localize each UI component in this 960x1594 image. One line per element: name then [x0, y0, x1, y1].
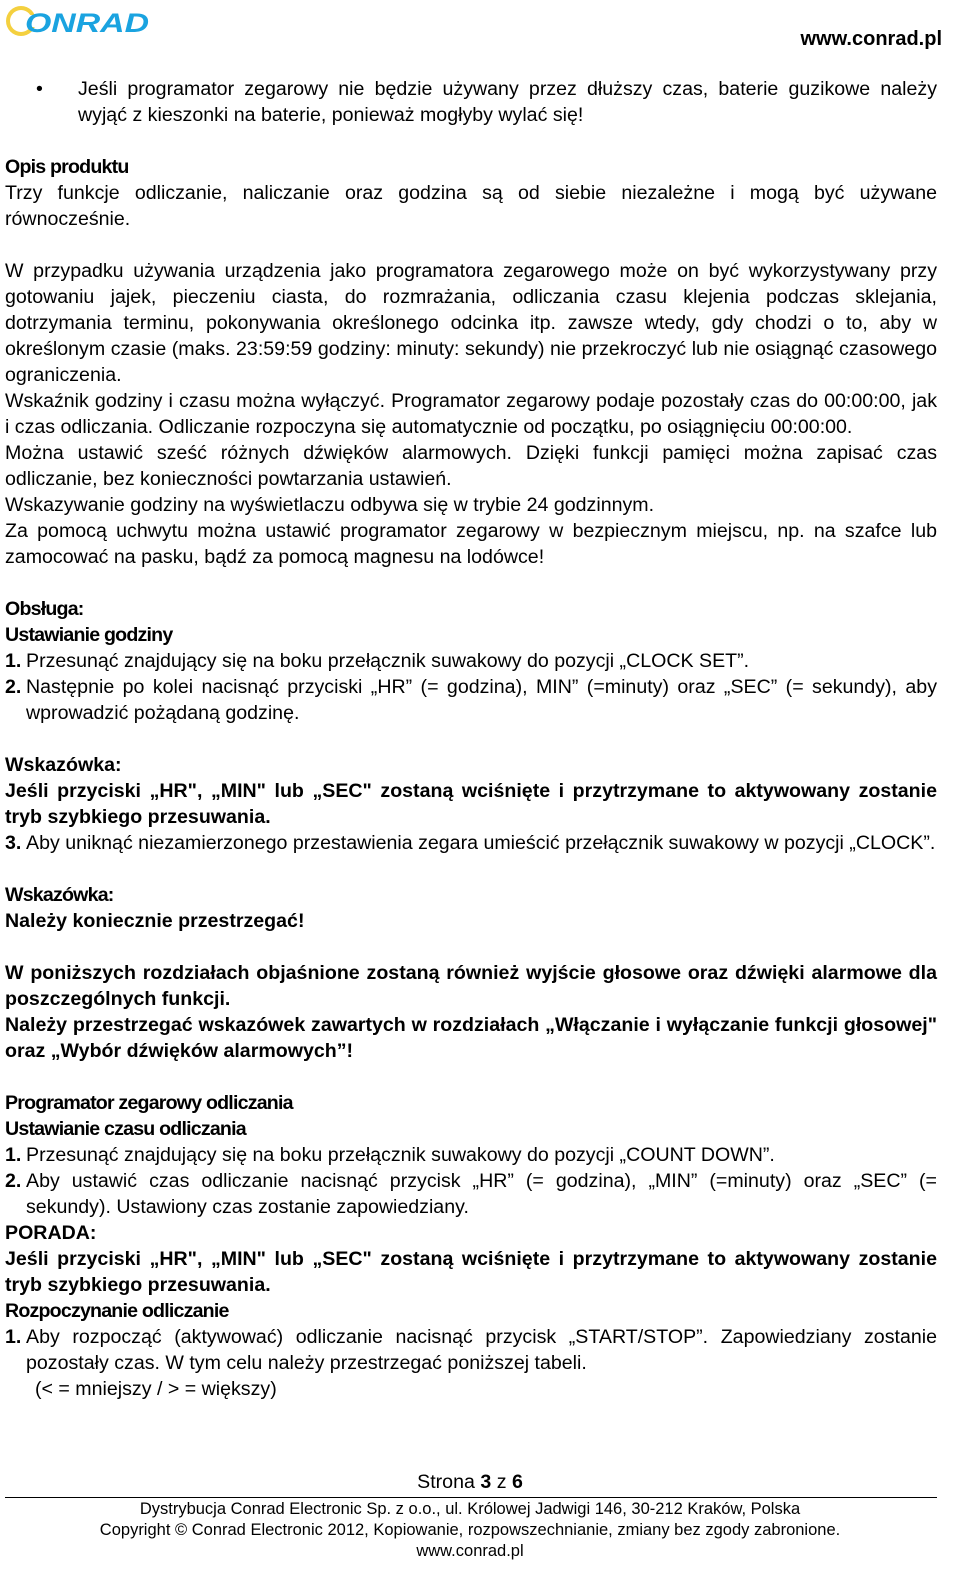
- paragraph: Wskaźnik godziny i czasu można wyłączyć. Programator zegarowy podaje pozostały czas do 00:00:00, jak i czas odliczania. Odliczanie rozpoczyna się automatycznie od początku, po osiągnięciu 00:00:00.: [5, 390, 937, 438]
- document-body: [5, 76, 937, 1402]
- footer-distribution: Dystrybucja Conrad Electronic Sp. z o.o., ul. Królowej Jadwigi 146, 30-212 Kraków, Polska: [139, 1500, 801, 1518]
- numbered-step: 2. Następnie po kolei nacisnąć przyciski „HR” (= godzina), MIN” (=minuty) oraz „SEC” (= sekundy), aby wprowadzić pożądaną godzinę.: [5, 676, 937, 724]
- section-heading-opis: Opis produktu: [5, 156, 129, 178]
- paragraph: W przypadku używania urządzenia jako programatora zegarowego może on być wykorzystywany przy gotowaniu jajek, pieczeniu ciasta, do rozmrażania, odliczania czasu klejenia podczas sklejania, dotrzymania terminu, pokonywania określonego odcinka itp. zawsze wtedy, gdy chodzi o to, aby w określonym czasie (maks. 23:59:59 godziny: minuty: sekundy) nie przekroczyć lub nie osiągnąć czasowego ograniczenia.: [5, 260, 937, 386]
- numbered-step: 2. Aby ustawić czas odliczanie nacisnąć przycisk „HR” (= godzina), „MIN” (=minuty) oraz „SEC” (= sekundy). Ustawiony czas zostanie zapowiedziany.: [5, 1170, 937, 1218]
- numbered-step: 1. Przesunąć znajdujący się na boku przełącznik suwakowy do pozycji „COUNT DOWN”.: [5, 1144, 775, 1166]
- tip-heading: PORADA:: [5, 1222, 97, 1244]
- paragraph-opis: Trzy funkcje odliczanie, naliczanie oraz godzina są od siebie niezależne i mogą być używane równocześnie.: [5, 182, 937, 230]
- bullet-dot-icon: •: [36, 78, 43, 100]
- bold-paragraph: Należy przestrzegać wskazówek zawartych w rozdziałach „Włączanie i wyłączanie funkcji głosowej" oraz „Wybór dźwięków alarmowych”!: [5, 1014, 937, 1062]
- page-number: Strona 3 z 6: [417, 1471, 523, 1493]
- paragraph: Można ustawić sześć różnych dźwięków alarmowych. Dzięki funkcji pamięci można zapisać czas odliczanie, bez konieczności powtarzania ustawień.: [5, 442, 937, 490]
- paragraph: Za pomocą uchwytu można ustawić programator zegarowy w bezpiecznym miejscu, np. na szafce lub zamocować na pasku, bądź za pomocą magnesu na lodówce!: [5, 520, 937, 568]
- conrad-logo: [4, 4, 152, 38]
- numbered-step: 1. Aby rozpocząć (aktywować) odliczanie nacisnąć przycisk „START/STOP”. Zapowiedziany zostanie pozostały czas. W tym celu należy przestrzegać poniższej tabeli.: [5, 1326, 937, 1374]
- numbered-step: 1. Przesunąć znajdujący się na boku przełącznik suwakowy do pozycji „CLOCK SET”.: [5, 650, 750, 672]
- footer-url: www.conrad.pl: [416, 1542, 524, 1560]
- subheading-ustawianie-czasu: Ustawianie czasu odliczania: [5, 1118, 246, 1140]
- paragraph: Wskazywanie godziny na wyświetlaczu odbywa się w trybie 24 godzinnym.: [5, 494, 655, 516]
- svg-text:ONRAD: ONRAD: [25, 8, 149, 38]
- footer-divider: [5, 1497, 937, 1498]
- legend-note: (< = mniejszy / > = większy): [35, 1378, 277, 1400]
- section-heading-obsluga: Obsługa:: [5, 598, 84, 620]
- hint-text: Jeśli przyciski „HR", „MIN" lub „SEC" zostaną wciśnięte i przytrzymane to aktywowany zostanie tryb szybkiego przesuwania.: [5, 780, 937, 828]
- site-url: www.conrad.pl: [800, 28, 942, 50]
- hint-text: Należy koniecznie przestrzegać!: [5, 910, 305, 932]
- numbered-step: 3. Aby uniknąć niezamierzonego przestawienia zegara umieścić przełącznik suwakowy w pozycji „CLOCK”.: [5, 832, 936, 854]
- section-heading-programator: Programator zegarowy odliczania: [5, 1092, 293, 1114]
- footer: [0, 1499, 940, 1562]
- bullet-text: Jeśli programator zegarowy nie będzie używany przez dłuższy czas, baterie guzikowe należy wyjąć z kieszonki na baterie, ponieważ mogłyby wylać się!: [78, 78, 937, 126]
- footer-copyright: Copyright © Conrad Electronic 2012, Kopiowanie, rozpowszechnianie, zmiany bez zgody zabronione.: [99, 1521, 841, 1539]
- subheading-ustawianie-godziny: Ustawianie godziny: [5, 624, 173, 646]
- hint-heading: Wskazówka:: [5, 754, 122, 776]
- bold-paragraph: W poniższych rozdziałach objaśnione zostaną również wyjście głosowe oraz dźwięki alarmowe dla poszczególnych funkcji.: [5, 962, 937, 1010]
- subheading-rozpoczynanie: Rozpoczynanie odliczanie: [5, 1300, 229, 1322]
- tip-text: Jeśli przyciski „HR", „MIN" lub „SEC" zostaną wciśnięte i przytrzymane to aktywowany zostanie tryb szybkiego przesuwania.: [5, 1248, 937, 1296]
- bullet-item: [5, 76, 937, 128]
- hint-heading: Wskazówka:: [5, 884, 114, 906]
